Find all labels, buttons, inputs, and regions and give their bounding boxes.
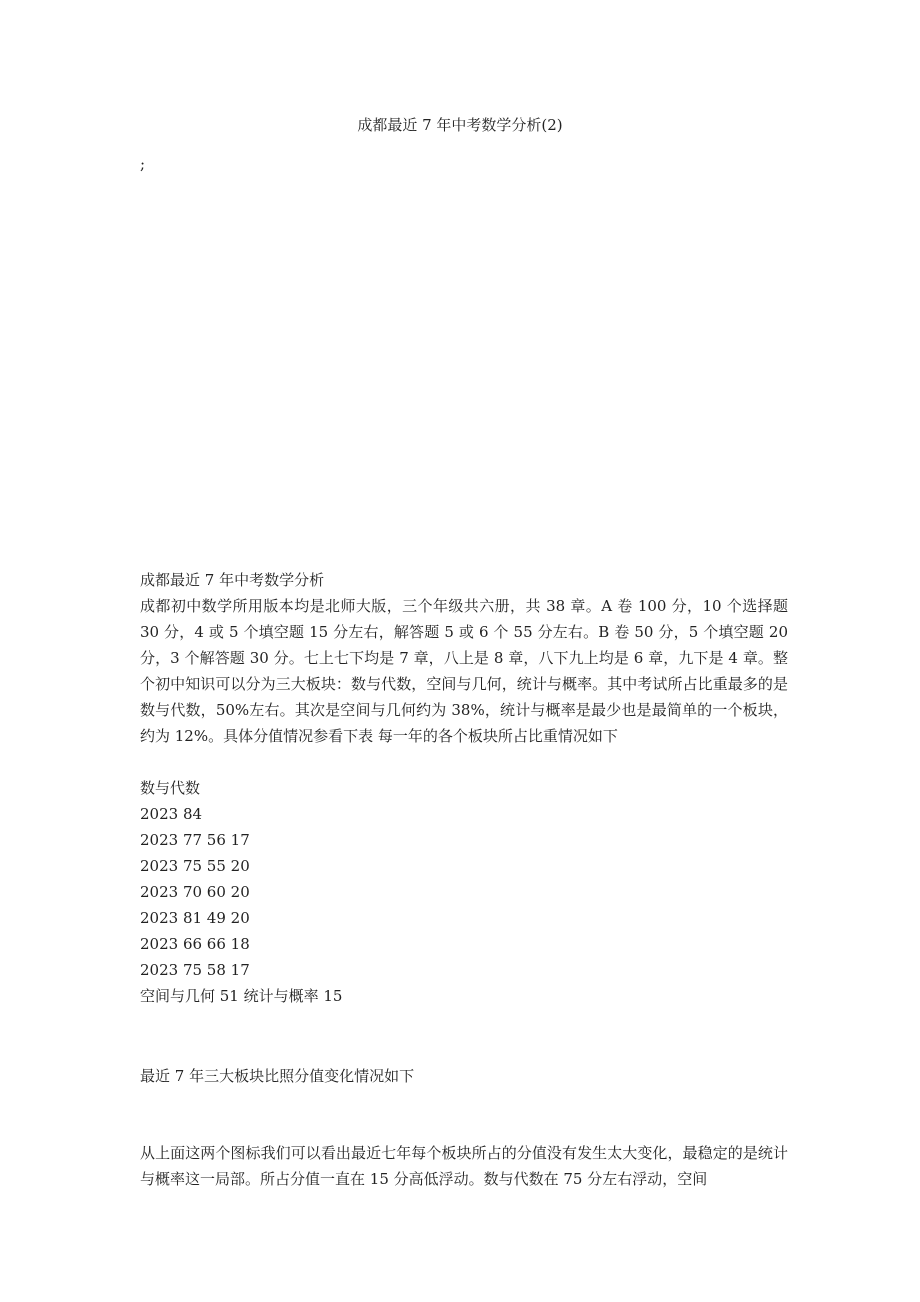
stray-mark: ; (140, 155, 146, 173)
intro-paragraph: 成都初中数学所用版本均是北师大版，三个年级共六册，共 38 章。A 卷 100 分，10 个选择题 30 分，4 或 5 个填空题 15 分左右，解答题 5 或 6 个 55 分左右。B 卷 50 分，5 个填空题 20 分，3 个解答题 30 分。七上七下均是 7 章，八上是 8 章，八下九上均是 6 章，九下是 4 章。整个初中知识可以分为三大板块：数与代数，空间与几何，统计与概率。其中考试所占比重最多的是数与代数，50%左右。其次是空间与几何约为 38%，统计与概率是最少也是最简单的一个板块，约为 12%。具体分值情况参看下表 每一年的各个板块所占比重情况如下 (140, 597, 788, 745)
table-row: 2023 75 55 20 (140, 857, 250, 875)
table-row: 2023 81 49 20 (140, 909, 250, 927)
conclusion-paragraph: 从上面这两个图标我们可以看出最近七年每个板块所占的分值没有发生太大变化，最稳定的是统计与概率这一局部。所占分值一直在 15 分高低浮动。数与代数在 75 分左右浮动，空间 (140, 1144, 788, 1188)
table-row: 2023 75 58 17 (140, 961, 250, 979)
summary-line: 空间与几何 51 统计与概率 15 (140, 987, 343, 1005)
table-row: 2023 77 56 17 (140, 831, 250, 849)
table-row: 2023 70 60 20 (140, 883, 250, 901)
chart-note: 最近 7 年三大板块比照分值变化情况如下 (140, 1067, 415, 1085)
table-row: 2023 66 66 18 (140, 935, 250, 953)
score-list (140, 775, 788, 1009)
page-title: 成都最近 7 年中考数学分析(2) (357, 116, 563, 134)
table-row: 2023 84 (140, 805, 203, 823)
table-label: 数与代数 (140, 779, 201, 797)
section-heading: 成都最近 7 年中考数学分析 (140, 571, 325, 589)
